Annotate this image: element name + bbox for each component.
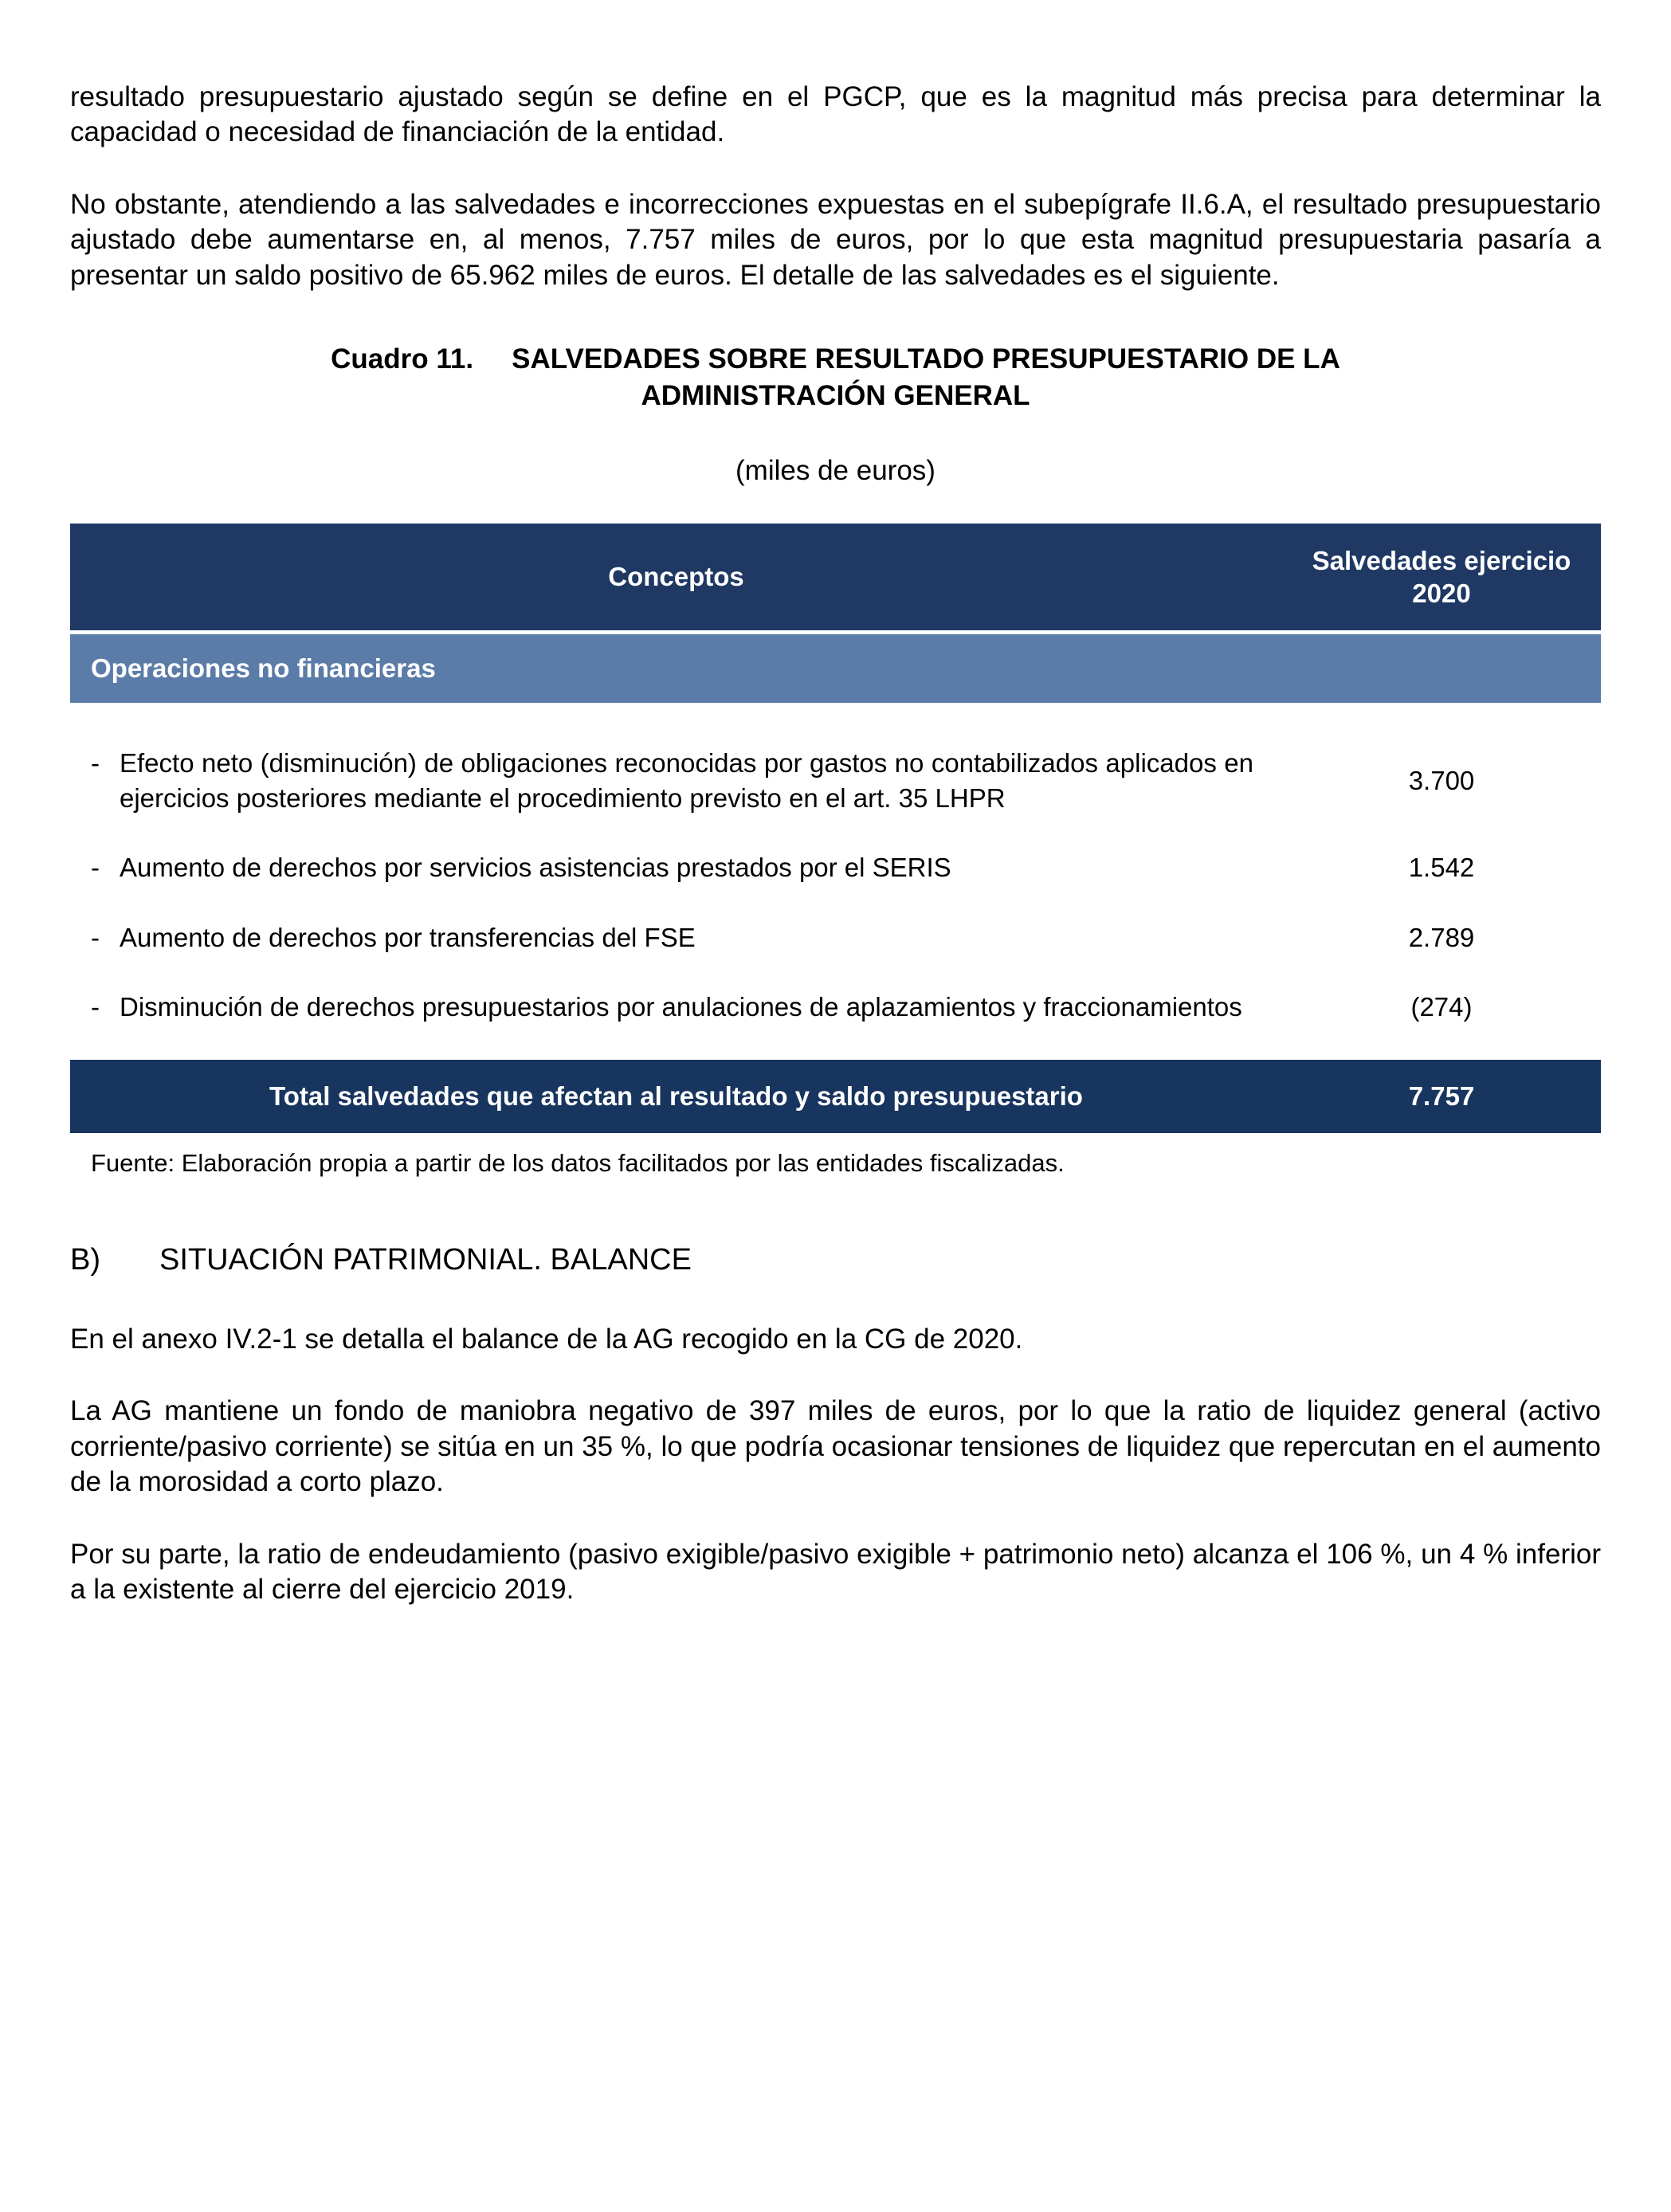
table-body bbox=[70, 703, 1601, 1025]
row-bullet: - bbox=[91, 992, 100, 1022]
table-row bbox=[70, 990, 1601, 1025]
paragraph-salvedades: No obstante, atendiendo a las salvedades e incorrecciones expuestas en el subepígrafe II.6.A, el resultado presupuestario ajustado debe aumentarse en, al menos, 7.757 miles de euros, por lo que esta magnitud presupuestaria pasaría a presentar un saldo positivo de 65.962 miles de euros. El detalle de las salvedades es el siguiente. bbox=[70, 188, 1601, 291]
row-concept-text: Disminución de derechos presupuestarios por anulaciones de aplazamientos y fraccionamientos bbox=[120, 992, 1242, 1022]
total-value: 7.757 bbox=[1408, 1081, 1475, 1111]
table-caption-title: SALVEDADES SOBRE RESULTADO PRESUPUESTARIO DE LA ADMINISTRACIÓN GENERAL bbox=[512, 343, 1340, 411]
paragraph-resultado: resultado presupuestario ajustado según se define en el PGCP, que es la magnitud más precisa para determinar la capacidad o necesidad de financiación de la entidad. bbox=[70, 81, 1601, 148]
section-b-label: B) bbox=[70, 1242, 100, 1277]
table-units-note: (miles de euros) bbox=[735, 455, 936, 487]
paragraph-endeudamiento: Por su parte, la ratio de endeudamiento (pasivo exigible/pasivo exigible + patrimonio neto) alcanza el 106 %, un 4 % inferior a la existente al cierre del ejercicio 2019. bbox=[70, 1538, 1601, 1606]
row-concept bbox=[70, 746, 1282, 815]
row-value: 2.789 bbox=[1408, 922, 1475, 952]
table-total-row bbox=[70, 1060, 1601, 1133]
table-row bbox=[70, 920, 1601, 955]
row-concept-text: Efecto neto (disminución) de obligaciones reconocidas por gastos no contabilizados aplicados en ejercicios posteriores mediante el procedimiento previsto en el art. 35 LHPR bbox=[120, 748, 1253, 813]
row-concept-text: Aumento de derechos por transferencias del FSE bbox=[120, 922, 696, 952]
row-concept bbox=[70, 850, 1282, 885]
table-row bbox=[70, 746, 1601, 815]
row-value: 1.542 bbox=[1408, 853, 1475, 883]
row-bullet: - bbox=[91, 853, 100, 883]
total-label: Total salvedades que afectan al resultado y saldo presupuestario bbox=[269, 1081, 1083, 1111]
table-caption bbox=[208, 341, 1463, 414]
table-row bbox=[70, 850, 1601, 885]
section-b-title: SITUACIÓN PATRIMONIAL. BALANCE bbox=[159, 1242, 692, 1277]
row-value: (274) bbox=[1410, 992, 1473, 1022]
row-bullet: - bbox=[91, 922, 100, 952]
row-concept bbox=[70, 990, 1282, 1025]
row-bullet: - bbox=[91, 748, 100, 779]
table-source-note: Fuente: Elaboración propia a partir de los datos facilitados por las entidades fiscalizadas. bbox=[91, 1148, 1065, 1177]
table-caption-label: Cuadro 11. bbox=[331, 343, 474, 375]
table-header-salvedades: Salvedades ejercicio 2020 bbox=[1312, 545, 1571, 609]
row-value: 3.700 bbox=[1408, 765, 1475, 795]
paragraph-fondo-maniobra: La AG mantiene un fondo de maniobra negativo de 397 miles de euros, por lo que la ratio de liquidez general (activo corriente/pasivo corriente) se sitúa en un 35 %, lo que podría ocasionar tensiones de liquidez que repercutan en el aumento de la morosidad a corto plazo. bbox=[70, 1395, 1601, 1498]
paragraph-anexo: En el anexo IV.2-1 se detalla el balance de la AG recogido en la CG de 2020. bbox=[70, 1323, 1023, 1355]
row-concept bbox=[70, 920, 1282, 955]
salvedades-table bbox=[70, 524, 1601, 1133]
table-header-conceptos: Conceptos bbox=[608, 562, 744, 592]
table-header-row bbox=[70, 524, 1601, 630]
table-section-header: Operaciones no financieras bbox=[70, 634, 1601, 703]
section-b-heading bbox=[70, 1243, 1601, 1277]
row-concept-text: Aumento de derechos por servicios asistencias prestados por el SERIS bbox=[120, 853, 951, 883]
